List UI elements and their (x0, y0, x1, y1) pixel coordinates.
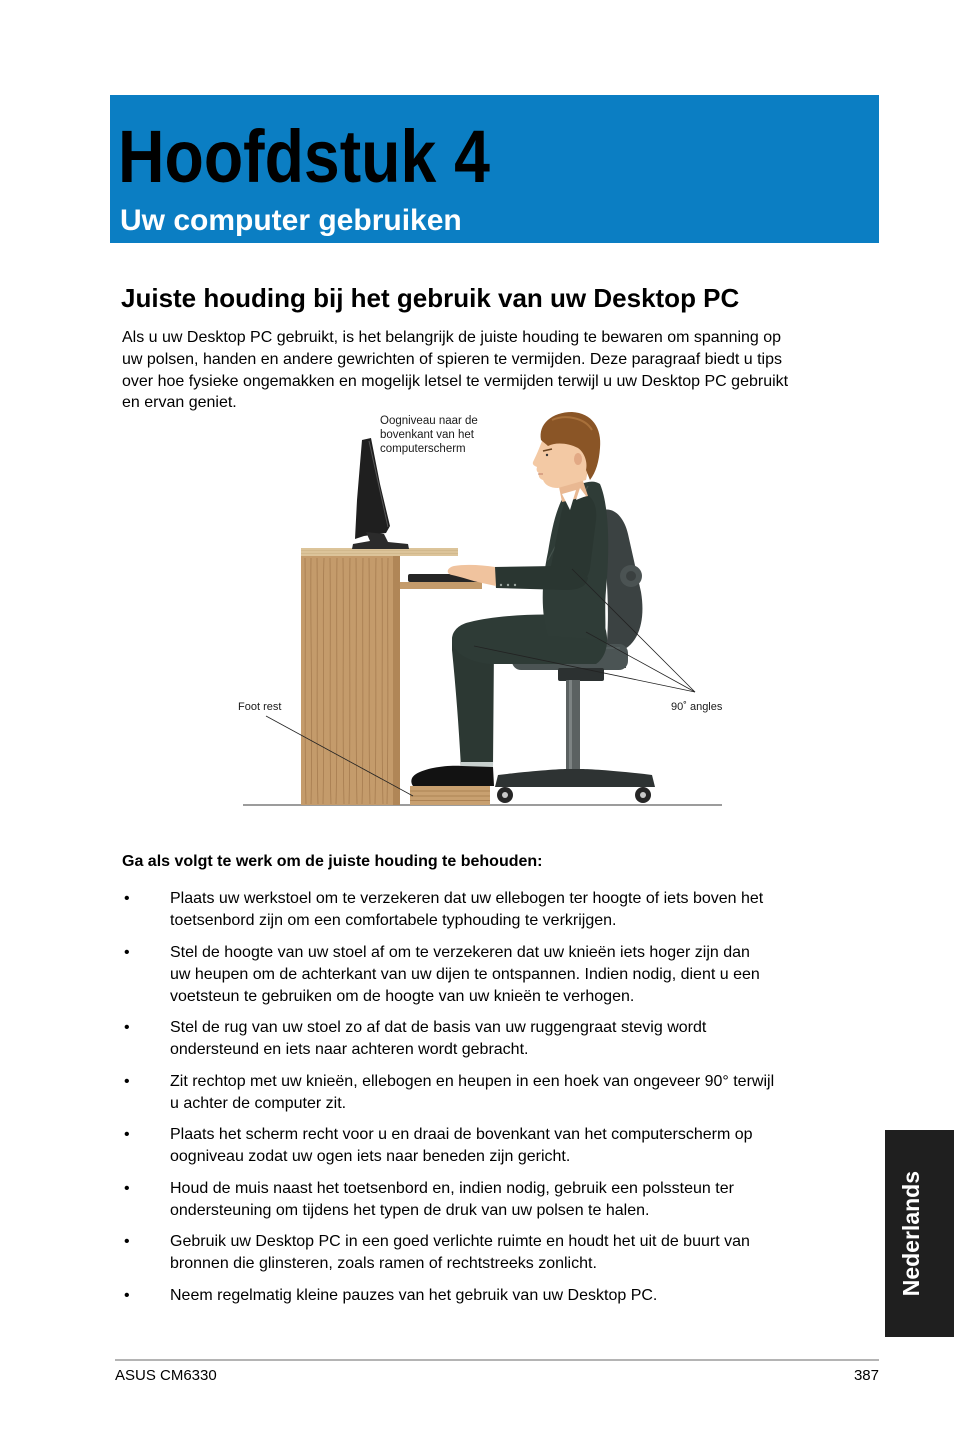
bullet-mark: • (124, 1233, 130, 1250)
bullet-text: Zit rechtop met uw knieën, ellebogen en heupen in een hoek van ongeveer 90° terwijl u achter de computer zit. (170, 1072, 775, 1112)
angles-label: 90˚ angles (671, 701, 723, 713)
bullet-text: Neem regelmatig kleine pauzes van het gebruik van uw Desktop PC. (170, 1286, 658, 1304)
bullet-mark: • (124, 890, 130, 907)
instructions-lead: Ga als volgt te werk om de juiste houding te behouden: (122, 853, 543, 870)
list-item (122, 942, 882, 1008)
bullet-mark: • (124, 1179, 130, 1197)
bullet-mark: • (124, 1019, 130, 1036)
list-item (122, 1285, 882, 1307)
bullet-mark: • (124, 1286, 130, 1304)
eye-level-label-line-3: computerscherm (380, 443, 466, 455)
list-item (122, 1231, 882, 1275)
bullet-list (122, 888, 882, 1316)
list-item (122, 1124, 882, 1168)
list-item (122, 1017, 882, 1061)
footer-model-name: ASUS CM6330 (115, 1367, 217, 1384)
footer-page-number: 387 (853, 1367, 879, 1384)
bullet-text: Houd de muis naast het toetsenbord en, indien nodig, gebruik een polssteun ter ondersteuning om tijdens het typen de druk van uw polsen te halen. (170, 1179, 734, 1219)
list-item (122, 888, 882, 932)
foot-rest (410, 786, 490, 805)
eye-level-label-line-2: bovenkant van het (380, 429, 474, 441)
list-item (122, 1071, 882, 1115)
bullet-text: Stel de rug van uw stoel zo af dat de basis van uw ruggengraat stevig wordt ondersteund en iets naar achteren wordt gebracht. (170, 1019, 707, 1058)
section-heading: Juiste houding bij het gebruik van uw Desktop PC (121, 283, 740, 313)
chapter-subtitle: Uw computer gebruiken (120, 204, 462, 237)
list-item (122, 1178, 882, 1222)
bullet-text: Plaats het scherm recht voor u en draai de bovenkant van het computerscherm op oogniveau zodat uw ogen iets naar beneden zijn gericht. (170, 1126, 753, 1165)
chapter-header-band (110, 95, 879, 243)
bullet-mark: • (124, 1126, 130, 1143)
language-side-tab (885, 1130, 954, 1337)
intro-paragraph: Als u uw Desktop PC gebruikt, is het belangrijk de juiste houding te bewaren om spanning op uw polsen, handen en andere gewrichten of spieren te vermijden. Deze paragraaf biedt u tips over hoe fysieke ongemakken en mogelijk letsel te vermijden terwijl u uw Desktop PC gebruikt en ervan geniet. (122, 329, 789, 412)
posture-illustration (230, 405, 730, 810)
foot-rest-label: Foot rest (238, 701, 282, 713)
language-side-tab-label: Nederlands (897, 1170, 924, 1297)
bullet-text: Gebruik uw Desktop PC in een goed verlichte ruimte en houdt het uit de buurt van bronnen die glinsteren, zoals ramen of rechtstreeks zonlicht. (170, 1233, 750, 1272)
eye-level-label-line-1: Oogniveau naar de (380, 415, 478, 427)
bullet-mark: • (124, 1072, 130, 1090)
chapter-title: Hoofdstuk 4 (118, 115, 490, 198)
bullet-text: Stel de hoogte van uw stoel af om te verzekeren dat uw knieën iets hoger zijn dan uw heupen om de achterkant van uw dijen te ontspannen. Indien nodig, dient u een voetsteun te gebruiken om de hoogte van uw knieën te verhogen. (170, 943, 760, 1005)
bullet-text: Plaats uw werkstoel om te verzekeren dat uw ellebogen ter hoogte of iets boven het toetsenbord zijn om een comfortabele typhouding te verkrijgen. (170, 890, 764, 929)
bullet-mark: • (124, 943, 130, 961)
footer-rule (115, 1359, 879, 1361)
